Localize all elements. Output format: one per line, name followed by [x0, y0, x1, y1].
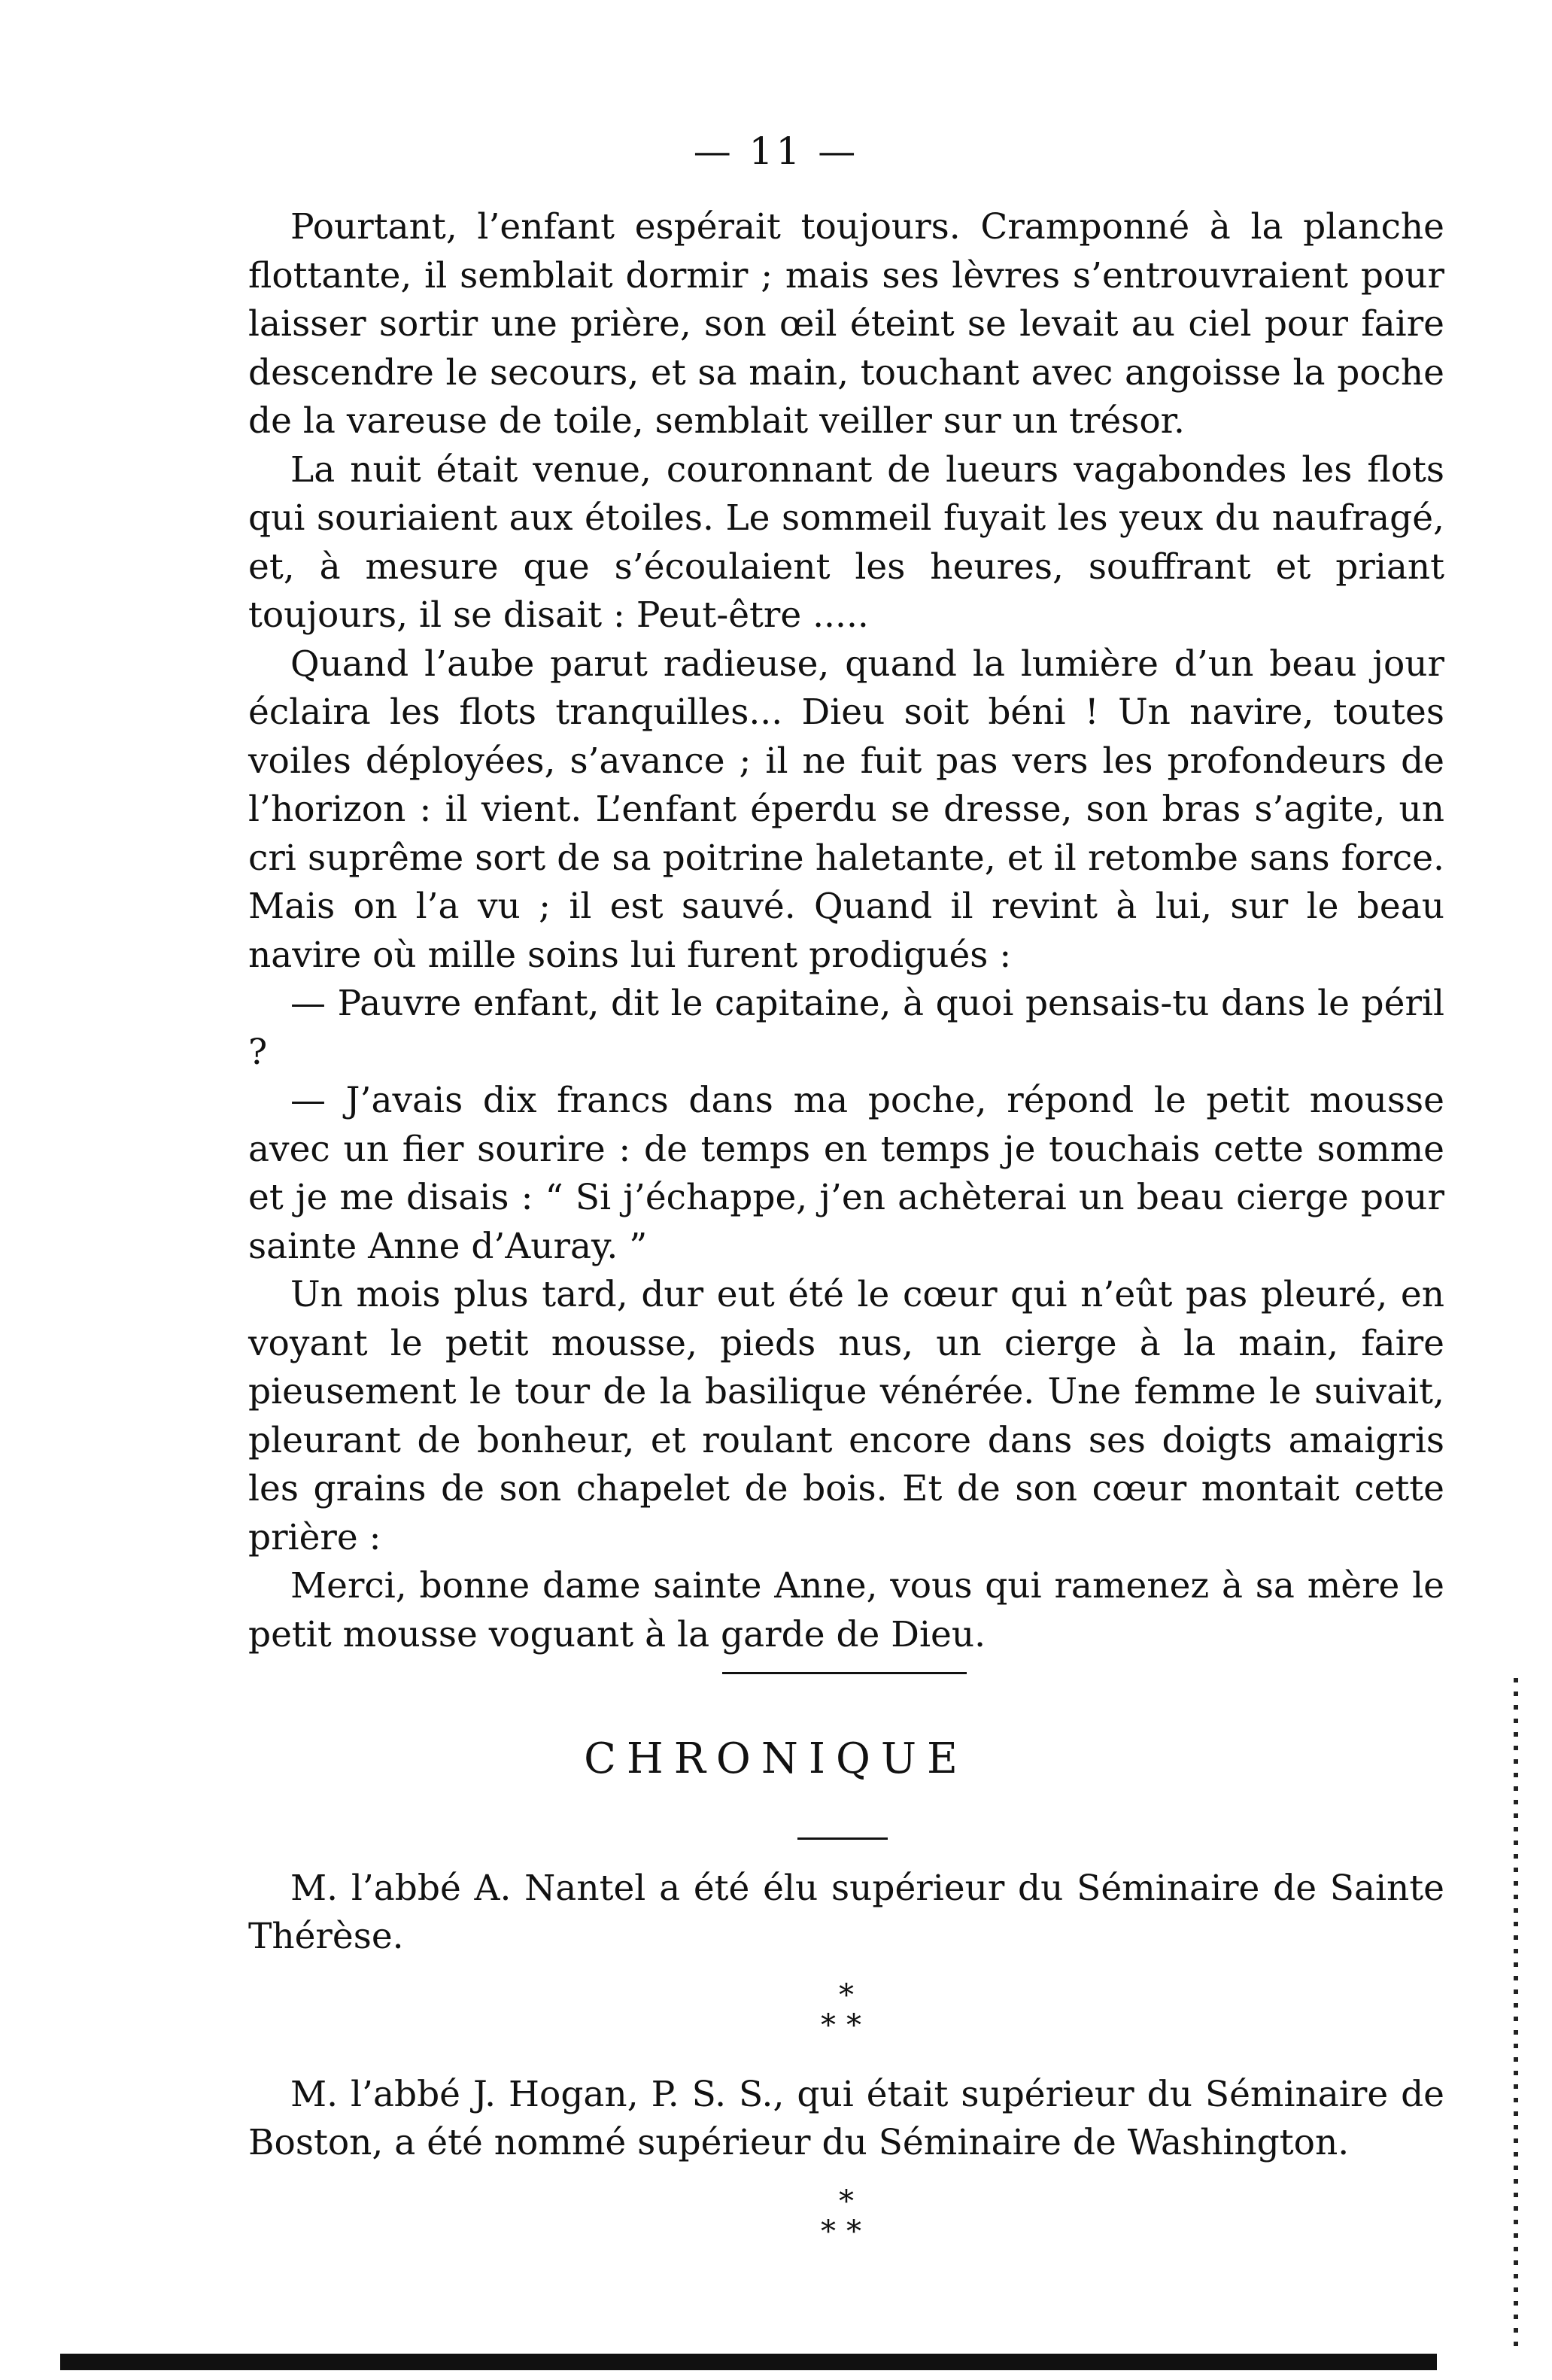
asterism-top: *	[839, 2184, 854, 2219]
section-heading: CHRONIQUE	[584, 1734, 968, 1783]
dialogue-line: — Pauvre enfant, dit le capitaine, à quoi pensais-tu dans le péril ?	[248, 983, 1444, 1073]
page-number: — 11 —	[693, 129, 859, 173]
asterism-top: *	[839, 1978, 854, 2013]
asterism-separator	[248, 2184, 1444, 2249]
scan-edge-artifact	[1514, 1678, 1518, 2355]
story-paragraph: La nuit était venue, couronnant de lueurs vagabondes les flots qui souriaient aux étoiles. Le sommeil fuyait les yeux du naufragé, et, à mesure que s’écoulaient les heures, souffrant et priant toujours, il se disait : Peut-être .....	[248, 448, 1444, 636]
chronicle-list	[248, 1865, 1444, 2277]
chronicle-item: M. l’abbé A. Nantel a été élu supérieur du Séminaire de Sainte Thérèse.	[248, 1868, 1444, 1957]
section-divider	[722, 1672, 967, 1674]
story-text	[248, 203, 1444, 1659]
heading-underline	[797, 1837, 888, 1840]
asterism-bottom: **	[821, 2008, 872, 2043]
story-paragraph: Merci, bonne dame sainte Anne, vous qui ramenez à sa mère le petit mousse voguant à la garde de Dieu.	[248, 1565, 1444, 1655]
story-paragraph: Pourtant, l’enfant espérait toujours. Cramponné à la planche flottante, il semblait dormir ; mais ses lèvres s’entrouvraient pour laisser sortir une prière, son œil éteint se levait au ciel pour faire descendre le secours, et sa main, touchant avec angoisse la poche de la vareuse de toile, semblait veiller sur un trésor.	[248, 206, 1444, 442]
scan-bottom-bar	[60, 2354, 1437, 2370]
story-paragraph: Un mois plus tard, dur eut été le cœur qui n’eût pas pleuré, en voyant le petit mousse, pieds nus, un cierge à la main, faire pieusement le tour de la basilique vénérée. Une femme le suivait, pleurant de bonheur, et roulant encore dans ses doigts amaigris les grains de son chapelet de bois. Et de son cœur montait cette prière :	[248, 1274, 1444, 1558]
dialogue-line: — J’avais dix francs dans ma poche, répond le petit mousse avec un fier sourire : de temps en temps je touchais cette somme et je me disais : “ Si j’échappe, j’en achèterai un beau cierge pour sainte Anne d’Auray. ”	[248, 1080, 1444, 1267]
asterism-separator	[248, 1980, 1444, 2041]
asterism-bottom: **	[821, 2214, 872, 2249]
chronicle-item: M. l’abbé J. Hogan, P. S. S., qui était supérieur du Séminaire de Boston, a été nommé supérieur du Séminaire de Washington.	[248, 2074, 1444, 2163]
story-paragraph: Quand l’aube parut radieuse, quand la lumière d’un beau jour éclaira les flots tranquilles... Dieu soit béni ! Un navire, toutes voiles déployées, s’avance ; il ne fuit pas vers les profondeurs de l’horizon : il vient. L’enfant éperdu se dresse, son bras s’agite, un cri suprême sort de sa poitrine haletante, et il retombe sans force. Mais on l’a vu ; il est sauvé. Quand il revint à lui, sur le beau navire où mille soins lui furent prodigués :	[248, 643, 1444, 976]
